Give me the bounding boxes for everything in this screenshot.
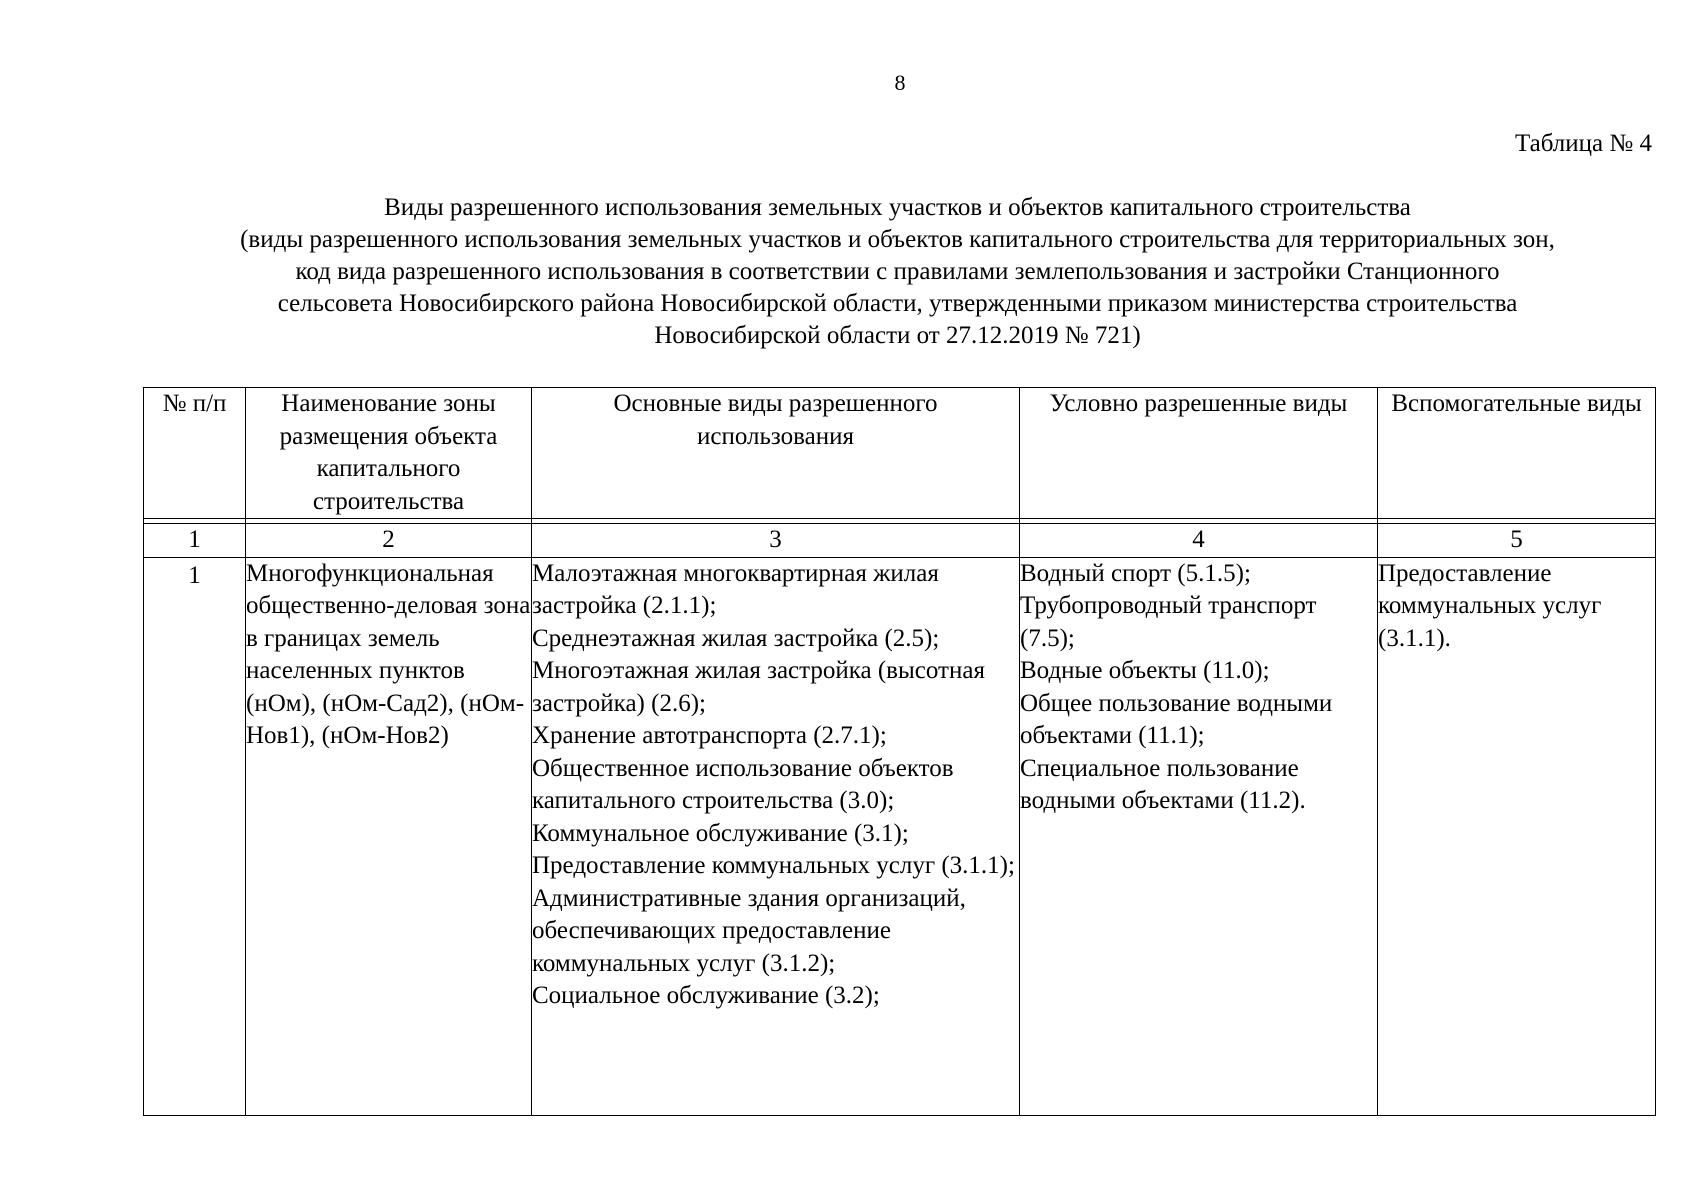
title-line: (виды разрешенного использования земельных участков и объектов капитального строительства для территориальных зон, [240, 226, 1555, 253]
page-number: 8 [894, 70, 906, 95]
conditional-use-item: Трубопроводный транспорт (7.5); [1020, 592, 1317, 652]
header-main-uses: Основные виды разрешенного использования [532, 388, 1020, 519]
header-number: № п/п [144, 388, 246, 519]
auxiliary-use-item: Предоставление коммунальных услуг (3.1.1). [1378, 559, 1602, 652]
row-number: 1 [144, 557, 246, 1115]
header-auxiliary-uses: Вспомогательные виды [1378, 388, 1656, 519]
main-use-item: Социальное обслуживание (3.2); [532, 982, 880, 1009]
title-line: сельсовета Новосибирского района Новосибирской области, утвержденными приказом министерства строительства [277, 290, 1518, 317]
main-use-item: Малоэтажная многоквартирная жилая застройка (2.1.1); [532, 559, 939, 619]
conditional-use-item: Водные объекты (11.0); [1020, 657, 1270, 684]
header-zone-name: Наименование зоны размещения объекта капитального строительства [246, 388, 532, 519]
main-use-item: Коммунальное обслуживание (3.1); [532, 819, 909, 847]
auxiliary-uses-cell [1378, 557, 1656, 1115]
table-caption: Таблица № 4 [1514, 130, 1652, 157]
conditional-uses-cell [1020, 557, 1378, 1115]
column-number: 2 [246, 524, 532, 558]
conditional-use-item: Общее пользование водными объектами (11.1); [1020, 689, 1333, 749]
main-use-item: Административные здания организаций, обеспечивающих предоставление коммунальных услуг (3.1.2); [532, 884, 966, 977]
land-use-table [143, 387, 1656, 1116]
column-number: 4 [1020, 524, 1378, 558]
table-header-row [144, 388, 1656, 519]
main-uses-cell [532, 557, 1020, 1115]
main-use-item: Общественное использование объектов капитального строительства (3.0); [532, 754, 954, 814]
main-use-item: Хранение автотранспорта (2.7.1); [532, 722, 887, 749]
title-line: Новосибирской области от 27.12.2019 № 721) [654, 322, 1141, 349]
title-line: код вида разрешенного использования в соответствии с правилами землепользования и застройки Станционного [295, 258, 1500, 285]
column-number: 5 [1378, 524, 1656, 558]
conditional-use-item: Водный спорт (5.1.5); [1020, 559, 1251, 587]
column-number: 1 [144, 524, 246, 558]
conditional-use-item: Специальное пользование водными объектами (11.2). [1020, 754, 1306, 814]
document-title [135, 192, 1660, 352]
column-number-row [144, 524, 1656, 558]
main-use-item: Многоэтажная жилая застройка (высотная застройка) (2.6); [532, 657, 985, 717]
table-row [144, 557, 1656, 1115]
title-line: Виды разрешенного использования земельных участков и объектов капитального строительства [384, 194, 1411, 221]
zone-name-cell: Многофункциональная общественно-деловая зона в границах земель населенных пунктов (нОм), (нОм-Сад2), (нОм-Нов1), (нОм-Нов2) [246, 557, 532, 1115]
main-use-item: Среднеэтажная жилая застройка (2.5); [532, 624, 940, 652]
column-number: 3 [532, 524, 1020, 558]
header-conditional-uses: Условно разрешенные виды [1020, 388, 1378, 519]
main-use-item: Предоставление коммунальных услуг (3.1.1); [532, 852, 1015, 879]
